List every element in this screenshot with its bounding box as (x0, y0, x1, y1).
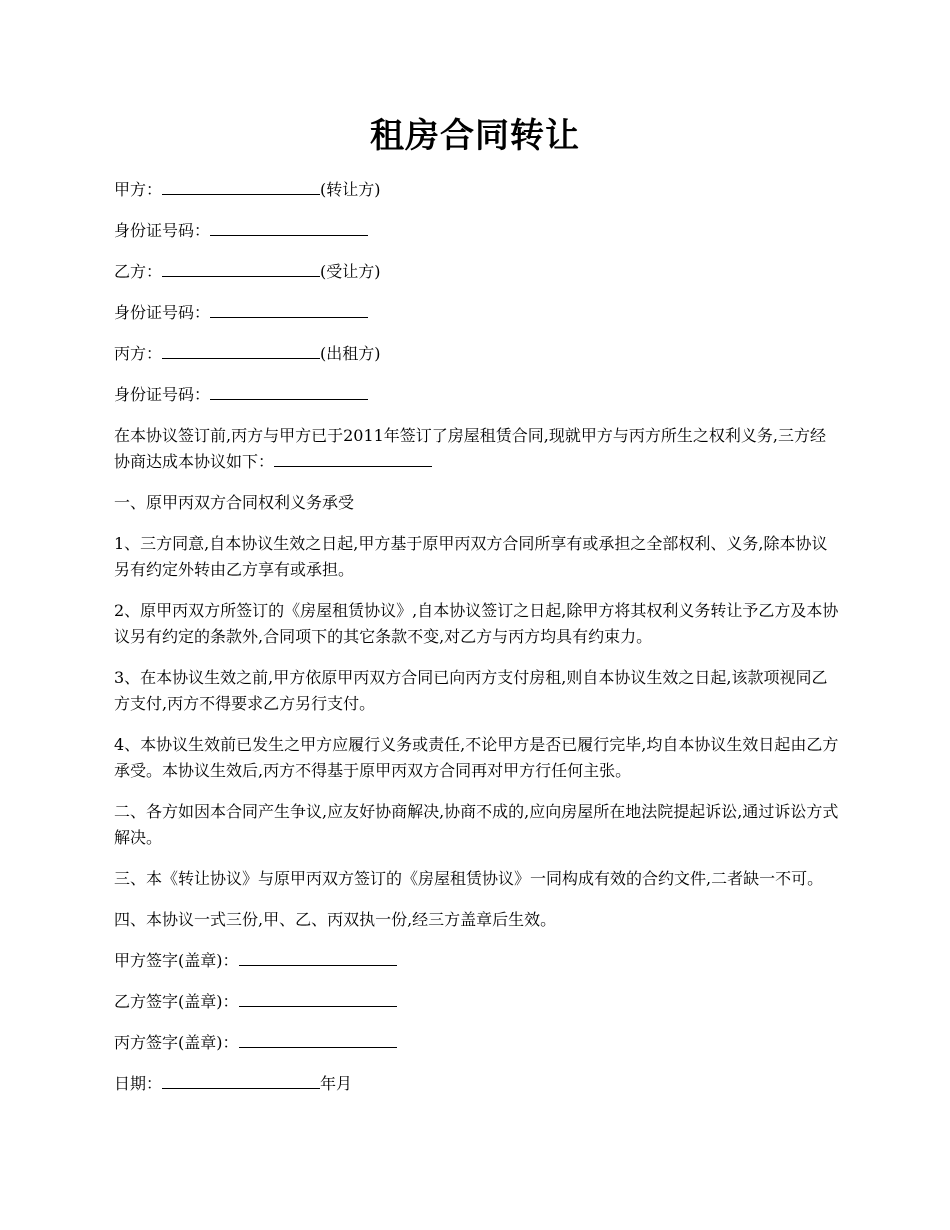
party-c-line (114, 341, 840, 367)
party-c-id-blank (210, 382, 368, 400)
party-a-label: 甲方： (114, 180, 163, 199)
document-body (114, 177, 840, 1112)
date-label: 日期： (114, 1074, 163, 1093)
clause-3: 3、在本协议生效之前,甲方依原甲丙双方合同已向丙方支付房租,则自本协议生效之日起,该款项视同乙方支付,丙方不得要求乙方另行支付。 (114, 668, 828, 713)
section-heading-1: 一、原甲丙双方合同权利义务承受 (114, 493, 355, 512)
party-b-label: 乙方： (114, 262, 163, 281)
party-b-line (114, 259, 840, 285)
party-a-id-line (114, 218, 840, 244)
section-4-copies: 四、本协议一式三份,甲、乙、丙双执一份,经三方盖章后生效。 (114, 910, 557, 929)
date-suffix: 年月 (320, 1074, 353, 1093)
party-b-id-blank (210, 300, 368, 318)
party-b-blank (162, 259, 320, 277)
party-a-signature-label: 甲方签字(盖章)： (114, 951, 239, 970)
clause-4: 4、本协议生效前已发生之甲方应履行义务或责任,不论甲方是否已履行完毕,均自本协议生效日起由乙方承受。本协议生效后,丙方不得基于原甲丙双方合同再对甲方行任何主张。 (114, 735, 839, 780)
clause-1: 1、三方同意,自本协议生效之日起,甲方基于原甲丙双方合同所享有或承担之全部权利、义务,除本协议另有约定外转由乙方享有或承担。 (114, 534, 828, 579)
party-b-signature-blank (239, 989, 397, 1007)
document-title: 租房合同转让 (370, 116, 580, 156)
party-a-id-blank (210, 218, 368, 236)
party-a-signature-blank (239, 948, 397, 966)
party-b-id-label: 身份证号码： (114, 303, 211, 322)
clause-2: 2、原甲丙双方所签订的《房屋租赁协议》,自本协议签订之日起,除甲方将其权利义务转让予乙方及本协议另有约定的条款外,合同项下的其它条款不变,对乙方与丙方均具有约束力。 (114, 601, 839, 646)
party-c-role: (出租方) (320, 344, 381, 363)
party-c-id-line (114, 382, 840, 408)
party-b-id-line (114, 300, 840, 326)
party-a-blank (162, 177, 320, 195)
party-a-line (114, 177, 840, 203)
party-b-signature-line (114, 989, 840, 1015)
party-a-id-label: 身份证号码： (114, 221, 211, 240)
party-c-signature-label: 丙方签字(盖章)： (114, 1033, 239, 1052)
party-b-signature-label: 乙方签字(盖章)： (114, 992, 239, 1011)
party-a-role: (转让方) (320, 180, 381, 199)
intro-text: 在本协议签订前,丙方与甲方已于2011年签订了房屋租赁合同,现就甲方与丙方所生之权利义务,三方经协商达成本协议如下： (114, 426, 826, 471)
section-3-validity: 三、本《转让协议》与原甲丙双方签订的《房屋租赁协议》一同构成有效的合约文件,二者缺一不可。 (114, 869, 824, 888)
party-c-blank (162, 341, 320, 359)
party-b-role: (受让方) (320, 262, 381, 281)
intro-blank (274, 449, 432, 467)
date-blank (162, 1071, 320, 1089)
date-line (114, 1071, 840, 1097)
party-a-signature-line (114, 948, 840, 974)
party-c-label: 丙方： (114, 344, 163, 363)
intro-paragraph (114, 423, 840, 475)
party-c-id-label: 身份证号码： (114, 385, 211, 404)
party-c-signature-line (114, 1030, 840, 1056)
section-2-dispute: 二、各方如因本合同产生争议,应友好协商解决,协商不成的,应向房屋所在地法院提起诉讼,通过诉讼方式解决。 (114, 802, 839, 847)
party-c-signature-blank (239, 1030, 397, 1048)
